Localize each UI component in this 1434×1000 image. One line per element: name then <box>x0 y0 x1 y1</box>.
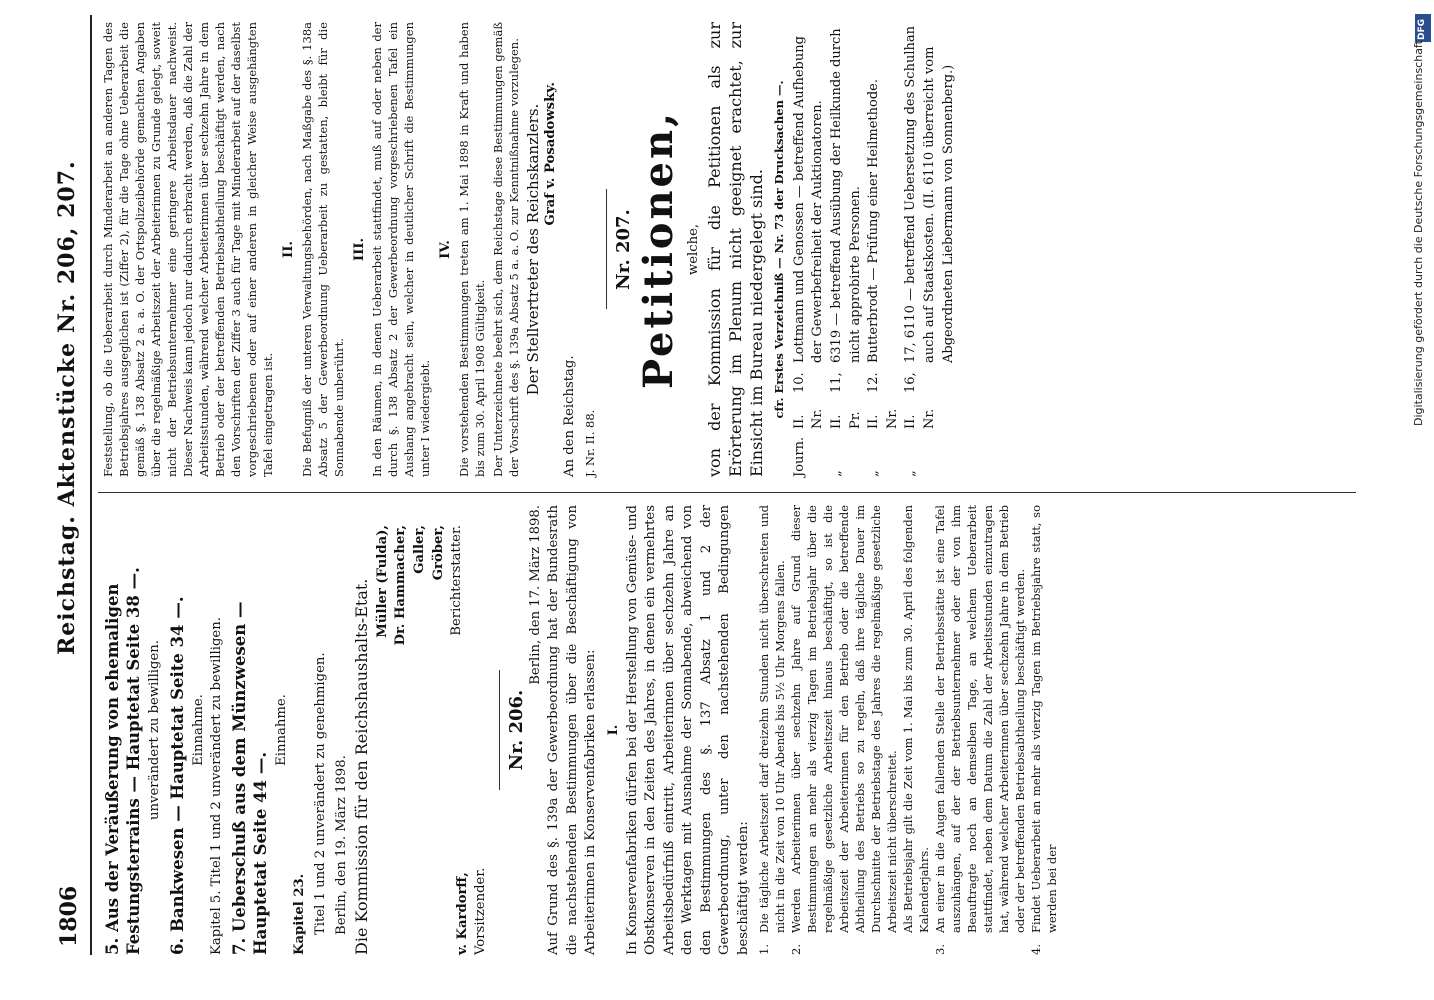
petition-cell-d: Lottmann und Genossen — betreffend Aufhebung der Gewerbefreiheit der Auktionatoren. <box>791 36 826 363</box>
petition-cell-d: 6319 — betreffend Ausübung der Heilkunde durch nicht approbirte Personen. <box>828 28 863 363</box>
addressee: An den Reichstag. <box>561 355 577 477</box>
dfg-logo: DFG <box>1415 14 1431 42</box>
paragraph-four: Die vorstehenden Bestimmungen treten am 1. Mai 1898 in Kraft und haben bis zum 30. April 1908 Gültigkeit. <box>456 22 487 477</box>
petition-cell-b: II. Nr. <box>866 408 900 429</box>
list-item-3: 3. An einer in die Augen fallenden Stelle der Betriebsstätte ist eine Tafel auszuhängen, auf der der Betriebsunternehmer oder der von ihm Beauftragte noch an demselben Tage, an welchem Ueberarbeit stattfindet, neben dem Datum die Zahl der Arbeitsstunden einzutragen hat, während welcher Arbeiterinnen über sechzehn Jahre in dem Betrieb oder der betreffenden Betriebsabtheilung beschäftigt werden. <box>932 505 1027 955</box>
roman-two: II. <box>281 241 296 258</box>
deputy-title: Der Stellvertreter des Reichskanzlers. <box>523 103 542 396</box>
petition-cell-a: „ <box>828 470 844 477</box>
chairman-signature <box>374 868 491 955</box>
section-7-sub: Einnahme. <box>273 694 289 766</box>
petition-cell-d: 17, 6110 — betreffend Uebersetzung des Schulhan auch auf Staatskosten. (II. 6110 überreicht vom Abgeordneten Liebermann von Sonnenberg.) <box>903 26 956 363</box>
left-column <box>100 505 1060 955</box>
petition-description: von der Kommission für die Petitionen als zur Erörterung im Plenum nicht geeignet erachtet, zur Einsicht im Bureau niedergelegt sind. <box>704 22 766 477</box>
running-title: Reichstag. Aktenstücke Nr. 206, 207. <box>54 160 80 655</box>
roman-three: III. <box>351 237 367 262</box>
signatory-3: Galler, <box>411 525 427 574</box>
petition-cell-b: II. Nr. <box>791 408 826 429</box>
petition-cell-a: Journ. <box>791 436 807 477</box>
place-date: Berlin, den 19. März 1898. <box>333 755 349 935</box>
paragraph-two: Die Befugniß der unteren Verwaltungsbehörden, nach Maßgabe des §. 138a Absatz 5 der Gewerbeordnung Ueberarbeit zu gestatten, bleibt für die Sonnabende unberührt. <box>299 22 346 477</box>
petition-cell-c: 12. <box>866 372 882 393</box>
list-heading: cfr. Erstes Verzeichniß — Nr. 73 der Drucksachen —. <box>771 80 786 419</box>
digitization-credit <box>1412 6 1434 996</box>
roman-four: IV. <box>438 240 454 259</box>
list-item-1: 1. Die tägliche Arbeitszeit darf dreizehn Stunden nicht überschreiten und nicht in die Zeit von 10 Uhr Abends bis 5½ Uhr Morgens fallen. <box>756 505 787 955</box>
nr-206-heading: Nr. 206. <box>505 689 527 771</box>
commission-name: Die Kommission für den Reichshaushalts-Etat. <box>352 578 372 955</box>
petition-list <box>791 22 958 477</box>
list-item-2: 2. Werden Arbeiterinnen über sechzehn Jahre auf Grund dieser Bestimmungen an mehr als vierzig Tagen im Betriebsjahr über die regelmäßige gesetzliche Arbeitszeit hinaus beschäftigt, so ist die Arbeitszeit der Arbeiterinnen für den Betrieb oder die betreffende Abtheilung des Betriebs so zu regeln, daß ihre tägliche Dauer im Durchschnitte der Betriebstage des Jahres die regelmäßige gesetzliche Arbeitszeit nicht überschreitet. <box>788 505 899 955</box>
right-column <box>100 22 958 477</box>
welche-text: welche, <box>686 223 702 276</box>
petition-row <box>791 22 828 477</box>
list-item-4: 4. Findet Ueberarbeit an mehr als vierzig Tagen im Betriebsjahre statt, so werden bei der <box>1028 505 1059 955</box>
petition-row <box>828 22 865 477</box>
list-item-2b: Als Betriebsjahr gilt die Zeit vom 1. Mai bis zum 30. April des folgenden Kalenderjahrs. <box>900 505 931 933</box>
rotated-page-content <box>50 15 1360 955</box>
signature-block <box>374 505 491 955</box>
kapitel-23-text: Titel 1 und 2 unverändert zu genehmigen. <box>312 652 328 935</box>
petition-cell-b: II. Nr. <box>903 408 937 429</box>
signatory-1: Müller (Fulda), <box>374 525 390 638</box>
nr-206-date: Berlin, den 17. März 1898. <box>527 505 543 685</box>
paragraph-three: In den Räumen, in denen Ueberarbeit stattfindet, muß auf oder neben der durch §. 138 Absatz 2 der Gewerbeordnung vorgeschriebenen Tafel ein Aushang angebracht sein, welcher in deutlicher Schrift die Bestimmungen unter I wiedergiebt. <box>370 22 433 477</box>
section-6-title: 6. Bankwesen — Hauptetat Seite 34 —. <box>167 596 187 955</box>
petition-cell-b: II. Pr. <box>828 411 863 429</box>
deputy-name: Graf v. Posadowsky. <box>543 82 559 226</box>
page-number: 1806 <box>56 885 82 947</box>
nr-206-intro: Auf Grund des §. 139a der Gewerbeordnung hat der Bundesrath die nachstehenden Bestimmungen über die Beschäftigung von Arbeiterinnen in Konservenfabriken erlassen: <box>546 505 599 955</box>
petition-cell-c: 10. <box>791 372 807 393</box>
kapitel-23-heading: Kapitel 23. <box>292 873 308 955</box>
section-rule <box>499 670 500 790</box>
roman-one: I. <box>605 724 621 736</box>
petition-row <box>902 22 958 477</box>
signatory-4: Gröber, <box>430 525 446 581</box>
section-rule-2 <box>606 190 607 310</box>
petition-cell-a: „ <box>903 470 919 477</box>
paragraph-five: Der Unterzeichnete beehrt sich, dem Reichstage diese Bestimmungen gemäß der Vorschrift des §. 139a Absatz 5 a. a. O. zur Kenntnißnahme vorzulegen. <box>490 22 521 477</box>
signatory-2: Dr. Hammacher, <box>393 525 409 646</box>
section-5-text: unverändert zu bewilligen. <box>147 640 162 820</box>
petitionen-title: Petitionen, <box>635 110 683 390</box>
running-header <box>50 15 92 955</box>
kapitel-5-text: Kapitel 5. Titel 1 und 2 unverändert zu bewilligen. <box>209 617 225 955</box>
rapporteur-role: Berichterstatter. <box>449 525 465 636</box>
paragraph-one: In Konservenfabriken dürfen bei der Herstellung von Gemüse- und Obstkonserven in den Zeiten des Jahres, in denen ein vermehrtes Arbeitsbedürfniß eintritt, Arbeiterinnen über sechzehn Jahre an den Werktagen mit Ausnahme der Sonnabende, abweichend von den Bestimmungen des §. 137 Absatz 1 und 2 der Gewerbeordnung, unter den nachstehenden Bedingungen beschäftigt werden: <box>624 505 752 955</box>
petition-cell-a: „ <box>866 470 882 477</box>
section-7-title: 7. Ueberschuß aus dem Münzwesen — Hauptetat Seite 44 —. <box>229 601 270 955</box>
petition-cell-c: 11, <box>828 372 844 393</box>
chairman-name: v. Kardorff, <box>454 872 470 955</box>
petition-row <box>865 22 902 477</box>
reference-number: J. Nr. II. 88. <box>582 409 597 477</box>
column-divider <box>98 492 1356 493</box>
nr-207-heading: Nr. 207. <box>612 209 634 290</box>
rapporteur-signatures <box>374 505 491 645</box>
section-5-title: 5. Aus der Veräußerung von ehemaligen Festungsterrains — Hauptetat Seite 38 —. <box>103 567 143 955</box>
petition-cell-d: Butterbrodt — Prüfung einer Heilmethode. <box>866 78 882 363</box>
petition-cell-c: 16, <box>903 372 919 393</box>
section-6-sub: Einnahme. <box>190 694 206 766</box>
chairman-role: Vorsitzender. <box>473 867 489 955</box>
continuation-text: Feststellung, ob die Ueberarbeit durch Minderarbeit an anderen Tagen des Betriebsjahres ausgeglichen ist (Ziffer 2), für die Tage ohne Ueberarbeit die gemäß §. 138 Absatz 2 a. a. O. der Ortspolizeibehörde gemachten Angaben über die regelmäßige Arbeitszeit der Arbeiterinnen zu Grunde gelegt, soweit nicht der Betriebsunternehmer eine geringere Arbeitsdauer nachweist. Dieser Nachweis kann jedoch nur dadurch erbracht werden, daß die Zahl der Arbeitsstunden, während welcher Arbeiterinnen über sechzehn Jahre in dem Betrieb oder der betreffenden Betriebsabtheilung beschäftigt werden, nach den Vorschriften der Ziffer 3 auch für Tage mit Minderarbeit auf der daselbst vorgeschriebenen oder auf einer anderen in gleicher Weise ausgehängten Tafel eingetragen ist. <box>101 22 275 477</box>
credit-text: Digitalisierung gefördert durch die Deutsche Forschungsgemeinschaft <box>1412 40 1425 426</box>
